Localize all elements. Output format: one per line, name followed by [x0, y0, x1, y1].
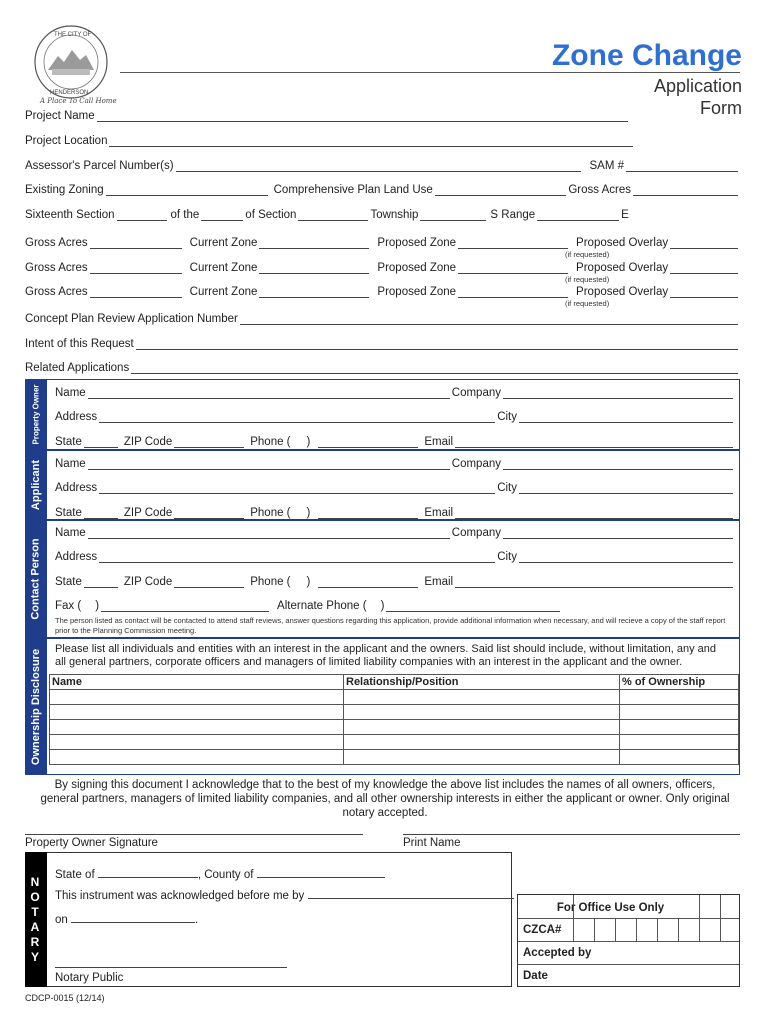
- table-cell[interactable]: [620, 750, 739, 765]
- company-label: Company: [451, 387, 501, 399]
- existing-zoning-field[interactable]: [106, 185, 268, 196]
- zip-label: ZIP Code: [123, 507, 173, 519]
- of-section-field[interactable]: [298, 210, 368, 221]
- proposed-overlay-field[interactable]: [670, 238, 738, 249]
- comp-plan-label: Comprehensive Plan Land Use: [273, 184, 433, 196]
- proposed-overlay-label: Proposed Overlay: [576, 286, 669, 298]
- proposed-overlay-field[interactable]: [670, 263, 738, 274]
- acres-row-2: [25, 258, 740, 274]
- table-cell[interactable]: [344, 705, 620, 720]
- proposed-overlay-label: Proposed Overlay: [576, 262, 669, 274]
- assessor-row: [25, 156, 740, 172]
- applicant-company-field[interactable]: [503, 459, 733, 470]
- table-row: [50, 750, 739, 765]
- notary-label-bar: [25, 852, 47, 987]
- notary-county-field[interactable]: [257, 867, 385, 878]
- acres-row-1: [25, 233, 740, 249]
- email-label: Email: [424, 507, 454, 519]
- state-of-label: State of: [55, 869, 95, 881]
- proposed-zone-label: Proposed Zone: [377, 286, 457, 298]
- assessor-field[interactable]: [176, 161, 582, 172]
- section-row: [25, 205, 630, 221]
- owner-name-row: [55, 383, 735, 399]
- owner-city-field[interactable]: [519, 412, 733, 423]
- zoning-row: [25, 180, 740, 196]
- notary-public-label: Notary Public: [55, 972, 124, 984]
- page-subtitle-2: Form: [700, 98, 742, 118]
- applicant-zip-field[interactable]: [174, 508, 244, 519]
- existing-zoning-label: Existing Zoning: [25, 184, 104, 196]
- project-location-row: [25, 131, 635, 147]
- page-title: Zone Change: [551, 39, 742, 72]
- of-section-label: of Section: [245, 209, 297, 221]
- if-requested-note: (if requested): [565, 275, 610, 284]
- of-the-label: of the: [170, 209, 200, 221]
- owner-zip-field[interactable]: [174, 437, 244, 448]
- page-subtitle-1: Application: [653, 76, 742, 96]
- current-zone-label: Current Zone: [189, 262, 258, 274]
- county-of-label: , County of: [197, 869, 254, 881]
- table-header-row: [50, 675, 739, 690]
- phone-label: Phone (: [250, 507, 291, 519]
- ownership-disclosure-label: Ownership Disclosure: [25, 638, 47, 775]
- related-label: Related Applications: [25, 362, 130, 374]
- print-name-label: Print Name: [403, 837, 461, 849]
- gross-acres-label: Gross Acres: [25, 286, 88, 298]
- notary-label: NOTARY: [30, 874, 42, 964]
- date-label: Date: [523, 970, 548, 982]
- applicant-address-row: [55, 478, 735, 494]
- applicant-state-row: [55, 503, 735, 519]
- project-name-label: Project Name: [25, 110, 95, 122]
- zip-label: ZIP Code: [123, 436, 173, 448]
- if-requested-note: (if requested): [565, 299, 610, 308]
- table-cell[interactable]: [50, 690, 344, 705]
- contact-fax-field[interactable]: [101, 601, 269, 612]
- proposed-zone-field[interactable]: [458, 263, 568, 274]
- table-cell[interactable]: [344, 690, 620, 705]
- current-zone-field[interactable]: [259, 287, 369, 298]
- name-label: Name: [55, 458, 86, 470]
- applicant-city-field[interactable]: [519, 483, 733, 494]
- company-label: Company: [451, 458, 501, 470]
- table-cell[interactable]: [620, 690, 739, 705]
- applicant-name-field[interactable]: [88, 459, 450, 470]
- tagline: A Place To Call Home: [40, 97, 117, 105]
- applicant-email-field[interactable]: [455, 508, 733, 519]
- seal-text-top: THE CITY OF: [54, 32, 92, 38]
- property-owner-label: Property Owner: [25, 379, 47, 450]
- proposed-overlay-label: Proposed Overlay: [576, 237, 669, 249]
- table-cell[interactable]: [50, 735, 344, 750]
- applicant-state-field[interactable]: [84, 508, 118, 519]
- on-label: on: [55, 914, 68, 926]
- owner-address-field[interactable]: [99, 412, 495, 423]
- current-zone-label: Current Zone: [189, 237, 258, 249]
- assessor-label: Assessor's Parcel Number(s): [25, 160, 174, 172]
- notary-date-field[interactable]: [71, 912, 195, 923]
- project-location-label: Project Location: [25, 135, 108, 147]
- sam-label: SAM #: [589, 160, 624, 172]
- notary-signature-line[interactable]: [55, 967, 287, 968]
- accepted-by-label: Accepted by: [523, 947, 592, 959]
- owner-name-field[interactable]: [88, 388, 450, 399]
- phone-label: Phone (: [250, 576, 291, 588]
- comp-plan-field[interactable]: [435, 185, 567, 196]
- applicant-phone-field[interactable]: [318, 508, 418, 519]
- name-label: Name: [55, 527, 86, 539]
- table-row: [50, 690, 739, 705]
- applicant-address-field[interactable]: [99, 483, 495, 494]
- table-cell[interactable]: [344, 720, 620, 735]
- phone-close-label: ): [306, 507, 311, 519]
- table-row: [50, 705, 739, 720]
- concept-plan-field[interactable]: [240, 314, 738, 325]
- address-label: Address: [55, 482, 98, 494]
- related-field[interactable]: [131, 363, 738, 374]
- current-zone-field[interactable]: [259, 238, 369, 249]
- project-location-field[interactable]: [109, 136, 633, 147]
- township-field[interactable]: [420, 210, 486, 221]
- state-label: State: [55, 507, 82, 519]
- intent-row: [25, 334, 740, 350]
- form-id: CDCP-0015 (12/14): [25, 993, 105, 1003]
- related-row: [25, 358, 740, 374]
- contact-alt-phone-field[interactable]: [386, 601, 560, 612]
- table-cell[interactable]: [620, 720, 739, 735]
- gross-acres-field[interactable]: [90, 263, 182, 274]
- current-zone-field[interactable]: [259, 263, 369, 274]
- table-row: [50, 720, 739, 735]
- contact-note: The person listed as contact will be contacted to attend staff reviews, answer questions regarding this application, provide additional information when necessary, and will recieve a copy of the staff report prior to the Planning Commission meeting.: [55, 616, 726, 635]
- table-cell[interactable]: [50, 705, 344, 720]
- owner-state-row: [55, 432, 735, 448]
- acknowledgement-text: By signing this document I acknowledge that to the best of my knowledge the above list includes the names of all owners, officers, general partners, managers of limited liability companies, and all other ownership interests in either the applicant or owner. Only original notary accepted.: [40, 779, 730, 819]
- contact-city-field[interactable]: [519, 552, 733, 563]
- concept-plan-row: [25, 309, 740, 325]
- of-the-field[interactable]: [201, 210, 243, 221]
- notary-on-row: [55, 912, 198, 927]
- notary-state-field[interactable]: [98, 867, 198, 878]
- sixteenth-label: Sixteenth Section: [25, 209, 115, 221]
- proposed-zone-label: Proposed Zone: [377, 262, 457, 274]
- project-name-field[interactable]: [97, 111, 628, 122]
- gross-acres-label: Gross Acres: [25, 262, 88, 274]
- table-cell[interactable]: [50, 720, 344, 735]
- state-label: State: [55, 436, 82, 448]
- owner-signature-label: Property Owner Signature: [25, 837, 158, 849]
- city-label: City: [497, 411, 517, 423]
- office-use-box: [517, 894, 740, 987]
- disclosure-instructions: Please list all individuals and entities with an interest in the applicant and the owners. Said list should include, without limitation, any and all general partners, corporate officers and managers of limited liability companies with an interest in the applicant and the owner.: [55, 643, 716, 668]
- contact-person-label: Contact Person: [25, 520, 47, 638]
- address-label: Address: [55, 411, 98, 423]
- contact-address-row: [55, 547, 735, 563]
- col-name-header: Name: [50, 675, 344, 690]
- office-use-title: For Office Use Only: [556, 902, 665, 914]
- contact-state-row: [55, 572, 735, 588]
- s-range-label: S Range: [490, 209, 536, 221]
- email-label: Email: [424, 576, 454, 588]
- table-cell[interactable]: [344, 735, 620, 750]
- if-requested-note: (if requested): [565, 250, 610, 259]
- owner-email-field[interactable]: [455, 437, 733, 448]
- contact-phone-field[interactable]: [318, 577, 418, 588]
- sam-field[interactable]: [626, 161, 738, 172]
- fax-close-label: ): [95, 600, 100, 612]
- sixteenth-field[interactable]: [117, 210, 167, 221]
- czca-boxes[interactable]: [573, 895, 739, 941]
- alt-phone-label: Alternate Phone (: [277, 600, 367, 612]
- print-name-line[interactable]: [403, 834, 740, 835]
- fax-label: Fax (: [55, 600, 82, 612]
- contact-state-field[interactable]: [84, 577, 118, 588]
- czca-label: CZCA#: [523, 924, 562, 936]
- name-label: Name: [55, 387, 86, 399]
- contact-company-field[interactable]: [503, 528, 733, 539]
- proposed-zone-label: Proposed Zone: [377, 237, 457, 249]
- notary-acknowledged-field[interactable]: [308, 888, 514, 899]
- city-label: City: [497, 482, 517, 494]
- phone-close-label: ): [306, 436, 311, 448]
- gross-acres-field[interactable]: [90, 238, 182, 249]
- acres-row-3: [25, 282, 740, 298]
- contact-name-row: [55, 523, 735, 539]
- current-zone-label: Current Zone: [189, 286, 258, 298]
- gross-acres-label: Gross Acres: [25, 237, 88, 249]
- contact-zip-field[interactable]: [174, 577, 244, 588]
- gross-acres-field[interactable]: [633, 185, 738, 196]
- notary-state-row: [55, 867, 385, 882]
- contact-fax-row: [55, 596, 562, 612]
- table-cell[interactable]: [344, 750, 620, 765]
- owner-state-field[interactable]: [84, 437, 118, 448]
- owner-address-row: [55, 407, 735, 423]
- email-label: Email: [424, 436, 454, 448]
- township-label: Township: [370, 209, 419, 221]
- state-label: State: [55, 576, 82, 588]
- owner-signature-line[interactable]: [25, 834, 363, 835]
- contact-email-field[interactable]: [455, 577, 733, 588]
- alt-phone-close-label: ): [380, 600, 385, 612]
- applicant-label: Applicant: [25, 450, 47, 520]
- owner-company-field[interactable]: [503, 388, 733, 399]
- address-label: Address: [55, 551, 98, 563]
- header-rule: [120, 72, 740, 73]
- table-cell[interactable]: [620, 735, 739, 750]
- col-ownership-header: % of Ownership: [620, 675, 739, 690]
- table-cell[interactable]: [50, 750, 344, 765]
- proposed-overlay-field[interactable]: [670, 287, 738, 298]
- project-name-row: [25, 106, 630, 122]
- e-label: E: [621, 209, 629, 221]
- intent-label: Intent of this Request: [25, 338, 134, 350]
- intent-field[interactable]: [136, 339, 738, 350]
- ownership-table: [49, 674, 739, 765]
- zip-label: ZIP Code: [123, 576, 173, 588]
- phone-label: Phone (: [250, 436, 291, 448]
- phone-close-label: ): [306, 576, 311, 588]
- col-relationship-header: Relationship/Position: [344, 675, 620, 690]
- owner-phone-field[interactable]: [318, 437, 418, 448]
- contact-name-field[interactable]: [88, 528, 450, 539]
- period-mark: .: [195, 914, 199, 926]
- gross-acres-field[interactable]: [90, 287, 182, 298]
- applicant-name-row: [55, 454, 735, 470]
- proposed-zone-field[interactable]: [458, 287, 568, 298]
- proposed-zone-field[interactable]: [458, 238, 568, 249]
- table-cell[interactable]: [620, 705, 739, 720]
- company-label: Company: [451, 527, 501, 539]
- notary-acknowledged-row: [55, 888, 514, 903]
- contact-address-field[interactable]: [99, 552, 495, 563]
- concept-plan-label: Concept Plan Review Application Number: [25, 313, 238, 325]
- table-row: [50, 735, 739, 750]
- city-label: City: [497, 551, 517, 563]
- gross-acres-label: Gross Acres: [568, 184, 631, 196]
- seal-text-bottom: HENDERSON: [50, 90, 89, 96]
- acknowledged-label: This instrument was acknowledged before me by: [55, 890, 305, 902]
- s-range-field[interactable]: [537, 210, 619, 221]
